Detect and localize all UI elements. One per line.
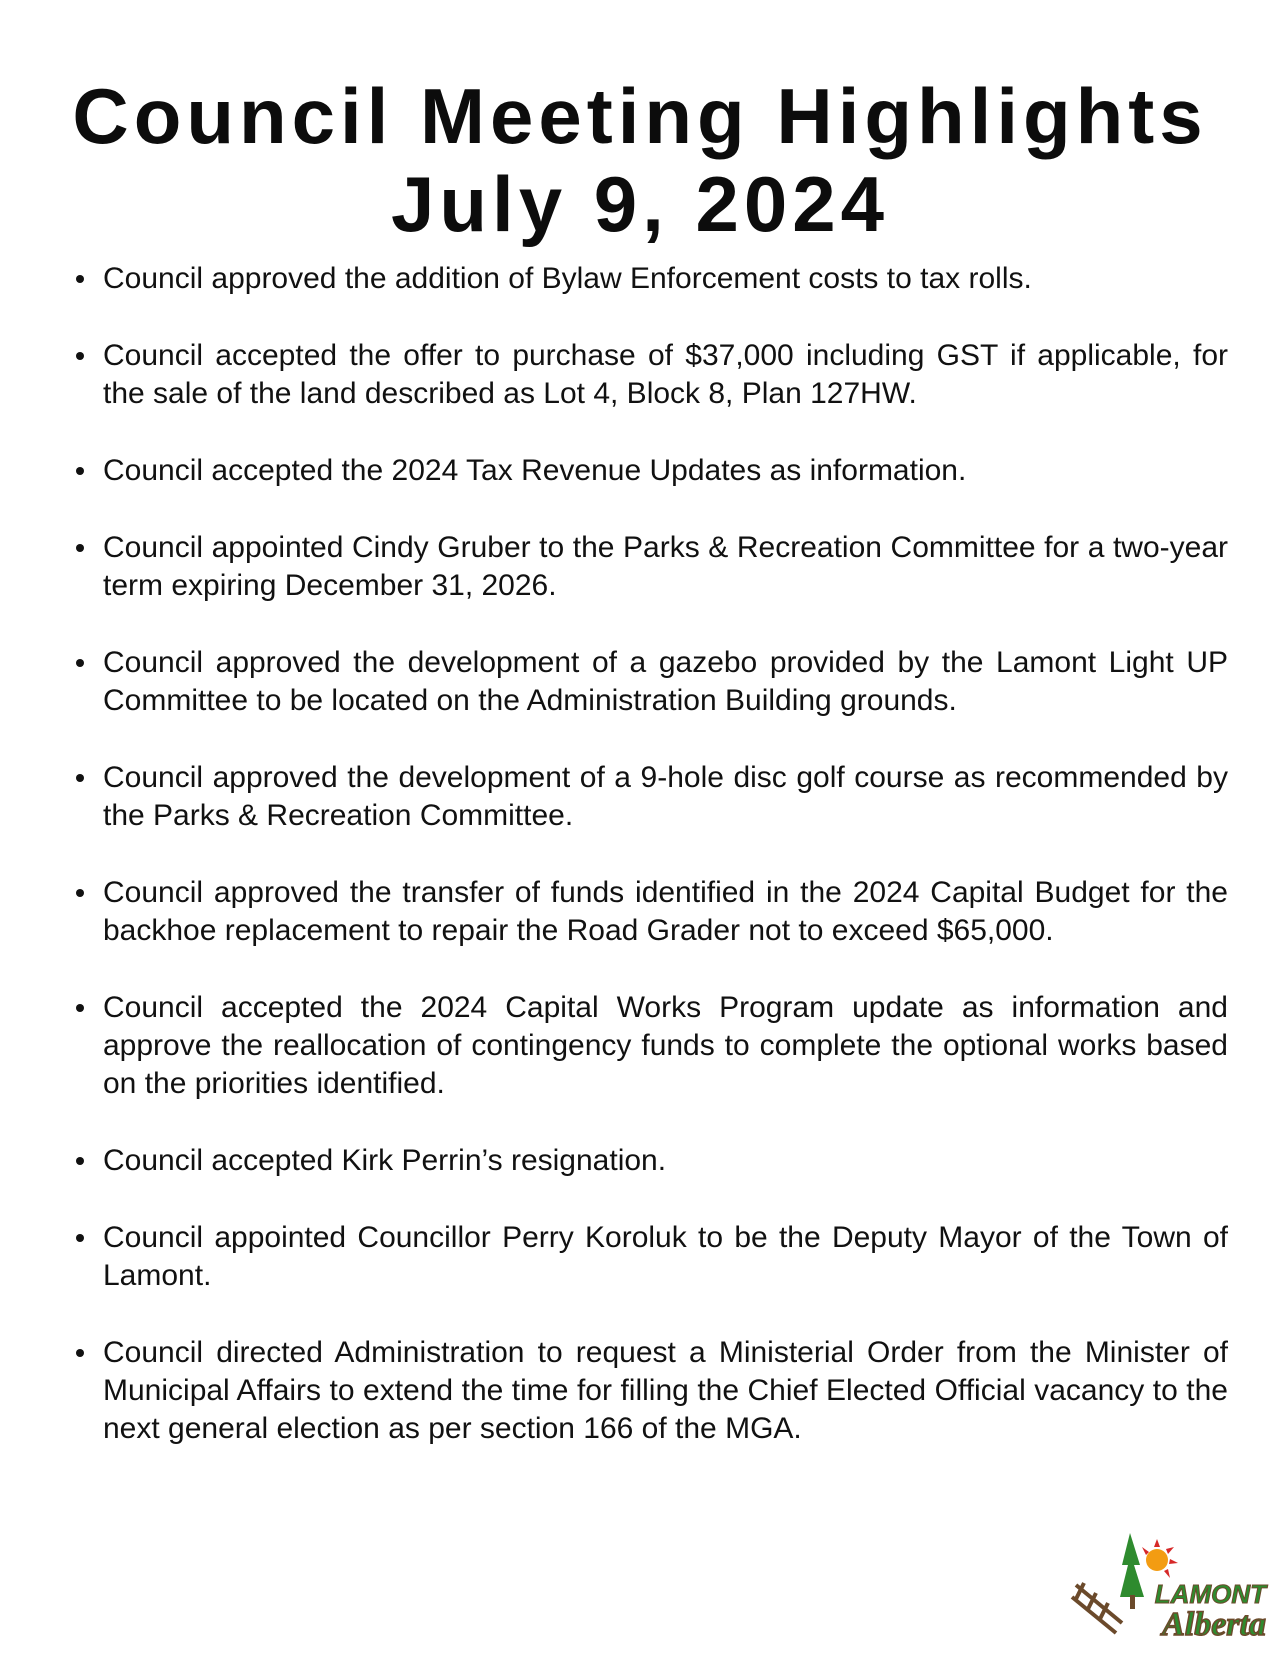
bullet-icon — [76, 467, 84, 475]
bullet-icon — [76, 1349, 84, 1357]
list-item — [103, 759, 1228, 835]
list-item — [103, 989, 1228, 1103]
bullet-icon — [76, 352, 84, 360]
logo-wordmark-lamont: LAMONT — [1154, 1579, 1266, 1609]
bullet-icon — [76, 774, 84, 782]
item-text: Council appointed Councillor Perry Koroluk to be the Deputy Mayor of the Town of Lamont. — [103, 1221, 1228, 1292]
lamont-alberta-logo — [1070, 1525, 1270, 1640]
list-item — [103, 1142, 1228, 1180]
bullet-icon — [76, 889, 84, 897]
bullet-icon — [76, 544, 84, 552]
item-text: Council approved the transfer of funds identified in the 2024 Capital Budget for the backhoe replacement to repair the Road Grader not to exceed $65,000. — [103, 876, 1228, 947]
item-text: Council approved the development of a 9-hole disc golf course as recommended by the Parks & Recreation Committee. — [103, 761, 1228, 832]
tree-icon — [1120, 1533, 1144, 1609]
logo-wordmark-alberta: Alberta — [1162, 1606, 1266, 1640]
page-title — [0, 72, 1280, 248]
item-text: Council appointed Cindy Gruber to the Parks & Recreation Committee for a two-year term expiring December 31, 2026. — [103, 531, 1228, 602]
list-item — [103, 337, 1228, 413]
bullet-icon — [76, 659, 84, 667]
title-line-1: Council Meeting Highlights — [72, 72, 1208, 160]
bullet-icon — [76, 1004, 84, 1012]
list-item — [103, 644, 1228, 720]
bullet-icon — [76, 275, 84, 283]
item-text: Council accepted the 2024 Capital Works Program update as information and approve the reallocation of contingency funds to complete the optional works based on the priorities identified. — [103, 991, 1228, 1100]
item-text: Council accepted the 2024 Tax Revenue Updates as information. — [103, 454, 967, 487]
item-text: Council directed Administration to request a Ministerial Order from the Minister of Municipal Affairs to extend the time for filling the Chief Elected Official vacancy to the next general election as per section 166 of the MGA. — [103, 1336, 1228, 1445]
list-item — [103, 1219, 1228, 1295]
sun-icon — [1142, 1539, 1178, 1578]
item-text: Council approved the development of a gazebo provided by the Lamont Light UP Committee to be located on the Administration Building grounds. — [103, 646, 1228, 717]
list-item — [103, 452, 1228, 490]
list-item — [103, 874, 1228, 950]
bullet-icon — [76, 1157, 84, 1165]
bullet-icon — [76, 1234, 84, 1242]
rail-icon — [1072, 1583, 1122, 1633]
list-item — [103, 260, 1228, 298]
highlights-list — [103, 260, 1228, 1487]
item-text: Council accepted Kirk Perrin’s resignation. — [103, 1144, 667, 1177]
item-text: Council approved the addition of Bylaw Enforcement costs to tax rolls. — [103, 262, 1032, 295]
title-line-2-date: July 9, 2024 — [391, 160, 889, 248]
list-item — [103, 1334, 1228, 1448]
list-item — [103, 529, 1228, 605]
item-text: Council accepted the offer to purchase of $37,000 including GST if applicable, for the sale of the land described as Lot 4, Block 8, Plan 127HW. — [103, 339, 1228, 410]
